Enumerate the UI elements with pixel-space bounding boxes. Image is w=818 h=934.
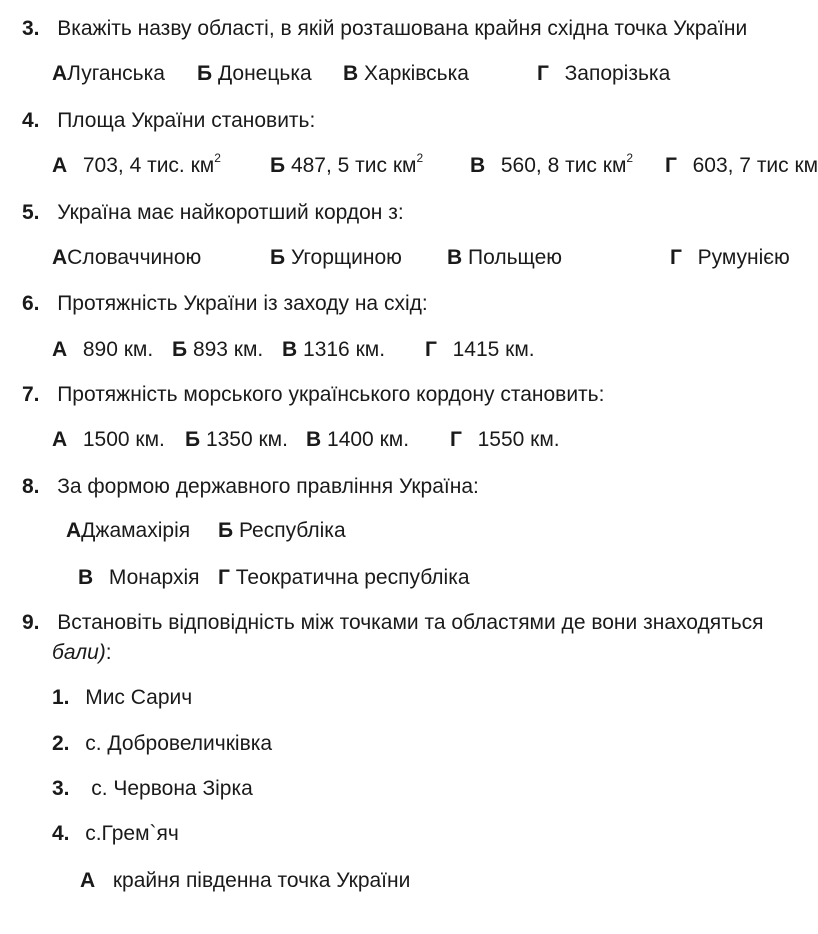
option-b	[172, 337, 263, 363]
list-item	[52, 776, 253, 802]
option-text-b: Донецька	[217, 62, 312, 85]
option-c	[343, 61, 469, 87]
option-letter-b: Б	[270, 154, 286, 177]
option-text-b: 893 км.	[192, 338, 264, 361]
option-letter-a: А	[52, 246, 68, 269]
option-d	[425, 337, 535, 363]
option-a	[66, 518, 190, 544]
option-letter-c: В	[306, 428, 322, 451]
option-letter-c: В	[282, 338, 298, 361]
superscript: 2	[626, 151, 634, 165]
option-c	[282, 337, 385, 363]
question-text: Протяжність морського українського кордону становить:	[57, 383, 605, 406]
question-3	[22, 16, 747, 42]
option-text-a: 1500 км.	[82, 428, 165, 451]
option-d	[670, 245, 790, 271]
option-letter-a: А	[52, 428, 68, 451]
superscript: 2	[214, 151, 221, 165]
question-text: Протяжність України із заходу на схід:	[57, 292, 428, 315]
question-number: 4.	[22, 109, 40, 132]
list-item	[52, 685, 192, 711]
option-text-b: Республіка	[238, 519, 346, 542]
option-text-b: Угорщиною	[290, 246, 402, 269]
question-number: 8.	[22, 475, 40, 498]
option-text-d: 603, 7 тис км	[692, 154, 818, 177]
question-text-continuation: бали)	[52, 641, 106, 664]
question-number: 9.	[22, 611, 40, 634]
option-text-c: Харківська	[364, 62, 469, 85]
item-number: 2.	[52, 732, 70, 755]
option-d	[537, 61, 670, 87]
question-text-colon: :	[105, 641, 112, 664]
item-number: 1.	[52, 686, 70, 709]
option-text-d: 1415 км.	[452, 338, 535, 361]
question-3-options	[52, 61, 165, 87]
option-text-d: Запорізька	[564, 62, 671, 85]
option-text-d: Теократична республіка	[235, 566, 470, 589]
option-text-a: Луганська	[67, 62, 165, 85]
question-8	[22, 474, 479, 500]
option-letter-d: Г	[537, 62, 549, 85]
option-text-c: 1316 км.	[303, 338, 386, 361]
question-9	[22, 610, 764, 636]
option-text-d: 1550 км.	[477, 428, 560, 451]
item-number: 3.	[52, 777, 70, 800]
option-a	[52, 153, 221, 179]
question-7	[22, 382, 604, 408]
option-letter-a: А	[52, 62, 68, 85]
option-letter-b: Б	[172, 338, 188, 361]
question-number: 5.	[22, 201, 40, 224]
option-text-b: 1350 км.	[205, 428, 288, 451]
item-text: с. Добровеличківка	[85, 732, 273, 755]
list-item	[52, 821, 179, 847]
option-letter-d: Г	[665, 154, 677, 177]
question-5	[22, 200, 404, 226]
option-letter-c: В	[343, 62, 359, 85]
option-letter-b: Б	[185, 428, 201, 451]
option-d	[218, 565, 470, 591]
option-text-c: 1400 км.	[327, 428, 410, 451]
option-letter-d: Г	[425, 338, 437, 361]
option-letter-c: В	[447, 246, 463, 269]
option-text-b: 487, 5 тис км	[290, 154, 417, 177]
answer-text: крайня південна точка України	[112, 869, 411, 892]
question-4	[22, 108, 315, 134]
question-6	[22, 291, 428, 317]
question-number: 3.	[22, 17, 40, 40]
option-letter-b: Б	[218, 519, 234, 542]
option-c	[470, 153, 633, 179]
option-text-a: Словаччиною	[67, 246, 202, 269]
item-text: с.Грем`яч	[85, 822, 179, 845]
option-a	[52, 337, 153, 363]
option-letter-a: А	[66, 519, 82, 542]
answer-item	[80, 868, 410, 894]
option-letter-b: Б	[270, 246, 286, 269]
option-b	[185, 427, 288, 453]
option-b	[218, 518, 346, 544]
option-text-c: Монархія	[108, 566, 200, 589]
option-b	[270, 153, 423, 179]
option-letter-d: Г	[670, 246, 682, 269]
option-text-a: Джамахірія	[81, 519, 191, 542]
option-letter-c: В	[470, 154, 486, 177]
option-text-c: Польщею	[468, 246, 562, 269]
option-text-d: Румунією	[697, 246, 790, 269]
option-text-a: 890 км.	[82, 338, 154, 361]
list-item	[52, 731, 272, 757]
question-text: Вкажіть назву області, в якій розташована крайня східна точка України	[57, 17, 748, 40]
option-b	[197, 61, 312, 87]
option-b	[270, 245, 402, 271]
option-c	[78, 565, 200, 591]
item-text: Мис Сарич	[85, 686, 193, 709]
option-text-a: 703, 4 тис. км	[82, 154, 215, 177]
question-number: 7.	[22, 383, 40, 406]
option-letter-a: А	[52, 154, 68, 177]
question-text: Встановіть відповідність між точками та областями де вони знаходяться	[57, 611, 764, 634]
answer-letter: А	[80, 869, 96, 892]
option-letter-b: Б	[197, 62, 213, 85]
option-text-c: 560, 8 тис км	[500, 154, 627, 177]
option-c	[447, 245, 562, 271]
question-9-continuation	[52, 640, 112, 666]
question-text: За формою державного правління Україна:	[57, 475, 479, 498]
question-text: Площа України становить:	[57, 109, 316, 132]
option-letter-a: А	[52, 338, 68, 361]
item-number: 4.	[52, 822, 70, 845]
option-a	[52, 427, 165, 453]
question-number: 6.	[22, 292, 40, 315]
option-d	[450, 427, 560, 453]
option-c	[306, 427, 409, 453]
question-text: Україна має найкоротший кордон з:	[57, 201, 404, 224]
option-d	[665, 153, 818, 179]
option-letter-c: В	[78, 566, 94, 589]
superscript: 2	[416, 151, 424, 165]
option-letter-d: Г	[450, 428, 462, 451]
item-text: с. Червона Зірка	[91, 777, 253, 800]
option-a	[52, 245, 201, 271]
option-letter-d: Г	[218, 566, 230, 589]
